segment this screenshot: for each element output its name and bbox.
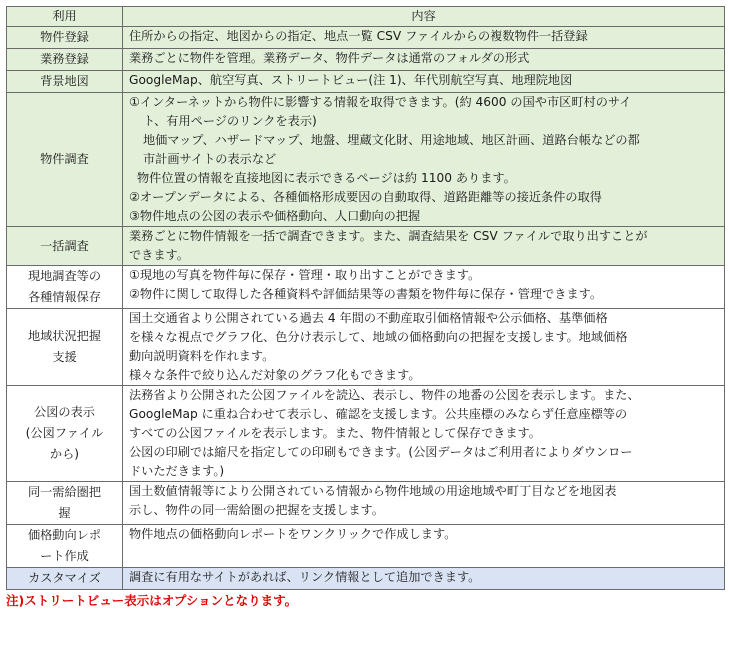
table-row-price-report xyxy=(7,525,725,568)
row-use xyxy=(7,49,123,71)
use-line: 各種情報保存 xyxy=(27,290,102,304)
table-row-property-registration xyxy=(7,27,725,49)
use-line: 同一需給圏把 xyxy=(27,485,102,499)
table-row-customize xyxy=(7,568,725,590)
row-content xyxy=(123,386,725,482)
row-use xyxy=(7,482,123,525)
use-line: 地域状況把握 xyxy=(27,329,102,343)
content-line: 市計画サイトの表示など xyxy=(143,152,277,166)
content-line: 物件地点の価格動向レポートをワンクリックで作成します。 xyxy=(129,527,457,541)
use-line: カスタマイズ xyxy=(28,571,101,585)
use-line: から) xyxy=(49,447,80,461)
content-line: 地価マップ、ハザードマップ、地盤、埋蔵文化財、用途地域、地区計画、道路台帳などの都 xyxy=(143,133,640,147)
use-line: 背景地図 xyxy=(40,74,89,88)
feature-table-container xyxy=(6,6,724,610)
content-line: 動向説明資料を作れます。 xyxy=(129,349,275,363)
row-content xyxy=(123,266,725,309)
content-line: ③物件地点の公図の表示や価格動向、人口動向の把握 xyxy=(129,209,421,223)
row-content xyxy=(123,568,725,590)
content-line: ①インターネットから物件に影響する情報を取得できます。(約 4600 の国や市区町村のサイ xyxy=(129,95,632,109)
table-row-background-map xyxy=(7,71,725,93)
table-row-batch-survey xyxy=(7,227,725,266)
content-line: 住所からの指定、地図からの指定、地点一覧 CSV ファイルからの複数物件一括登録 xyxy=(129,29,588,43)
use-line: 価格動向レポ xyxy=(27,528,102,542)
row-use xyxy=(7,525,123,568)
content-line: 国土交通省より公開されている過去 4 年間の不動産取引価格情報や公示価格、基準価格 xyxy=(129,311,608,325)
content-line: ②物件に関して取得した各種資料や評価結果等の書類を物件毎に保存・管理できます。 xyxy=(129,287,603,301)
table-header-row xyxy=(7,7,725,27)
table-row-business-registration xyxy=(7,49,725,71)
content-line: GoogleMap に重ね合わせて表示し、確認を支援します。公共座標のみならず任意座標等の xyxy=(129,407,628,421)
content-line: 示し、物件の同一需給圏の把握を支援します。 xyxy=(129,503,384,517)
use-line: 現地調査等の xyxy=(27,269,102,283)
row-content xyxy=(123,71,725,93)
use-line: (公図ファイル xyxy=(25,426,104,440)
content-line: できます。 xyxy=(129,248,189,262)
content-line: ①現地の写真を物件毎に保存・管理・取り出すことができます。 xyxy=(129,268,481,282)
content-line: 調査に有用なサイトがあれば、リンク情報として追加できます。 xyxy=(129,570,481,584)
row-use xyxy=(7,266,123,309)
content-line: すべての公図ファイルを表示します。また、物件情報として保存できます。 xyxy=(129,426,541,440)
table-row-supply-demand-area xyxy=(7,482,725,525)
use-line: 業務登録 xyxy=(40,52,89,66)
row-content xyxy=(123,27,725,49)
footnote: 注)ストリートビュー表示はオプションとなります。 xyxy=(6,593,298,608)
table-row-field-info-storage xyxy=(7,266,725,309)
row-use xyxy=(7,568,123,590)
content-line: 国土数値情報等により公開されている情報から物件地域の用途地域や町丁目などを地図表 xyxy=(129,484,617,498)
row-use xyxy=(7,309,123,386)
row-use xyxy=(7,227,123,266)
header-content: 内容 xyxy=(123,7,725,27)
content-line: 業務ごとに物件を管理。業務データ、物件データは通常のフォルダの形式 xyxy=(129,51,530,65)
row-use xyxy=(7,93,123,227)
feature-table xyxy=(6,6,725,590)
content-line: ト、有用ページのリンクを表示) xyxy=(143,114,317,128)
content-line: 業務ごとに物件情報を一括で調査できます。また、調査結果を CSV ファイルで取り出すことが xyxy=(129,229,648,243)
content-line: 物件位置の情報を直接地図に表示できるページは約 1100 あります。 xyxy=(137,171,516,185)
use-line: 物件登録 xyxy=(40,30,89,44)
content-line: 様々な条件で絞り込んだ対象のグラフ化もできます。 xyxy=(129,368,421,382)
table-row-property-survey xyxy=(7,93,725,227)
row-use xyxy=(7,27,123,49)
row-use xyxy=(7,71,123,93)
row-content xyxy=(123,309,725,386)
row-content xyxy=(123,482,725,525)
row-use xyxy=(7,386,123,482)
row-content xyxy=(123,49,725,71)
use-line: 公図の表示 xyxy=(34,405,95,419)
table-row-cadastral-map xyxy=(7,386,725,482)
content-line: 公図の印刷では縮尺を指定しての印刷もできます。(公図データはご利用者によりダウンロー xyxy=(129,445,633,459)
content-line: 法務省より公開された公図ファイルを読込、表示し、物件の地番の公図を表示します。また、 xyxy=(129,388,640,402)
table-row-area-analysis xyxy=(7,309,725,386)
content-line: GoogleMap、航空写真、ストリートビュー(注 1)、年代別航空写真、地理院地図 xyxy=(129,73,573,87)
content-line: を様々な視点でグラフ化、色分け表示して、地域の価格動向の把握を支援します。地域価格 xyxy=(129,330,628,344)
use-line: ート作成 xyxy=(40,549,89,563)
use-line: 物件調査 xyxy=(40,152,89,166)
row-content xyxy=(123,227,725,266)
use-line: 握 xyxy=(58,506,71,520)
use-line: 一括調査 xyxy=(40,238,89,253)
header-use: 利用 xyxy=(7,7,123,27)
content-line: ドいただきます。) xyxy=(129,464,225,478)
row-content xyxy=(123,93,725,227)
content-line: ②オープンデータによる、各種価格形成要因の自動取得、道路距離等の接近条件の取得 xyxy=(129,190,602,204)
use-line: 支援 xyxy=(52,350,77,364)
row-content xyxy=(123,525,725,568)
